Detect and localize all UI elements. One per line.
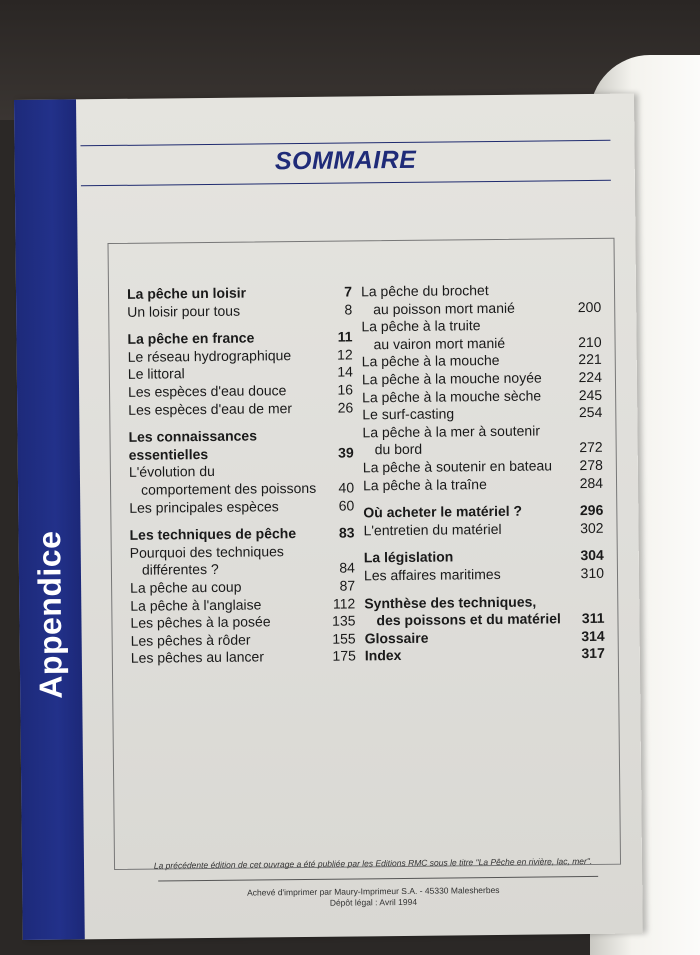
toc-entry-title: au vairon mort manié: [373, 334, 506, 353]
toc-entry: [364, 565, 604, 585]
toc-entry-page: 272: [579, 439, 603, 456]
toc-entry-page: 40: [338, 479, 355, 496]
toc-entry-title: Un loisir pour tous: [127, 302, 241, 320]
edition-note: La précédente édition de cet ouvrage a été publiée par les Editions RMC sous le titre "La Pêche en rivière, lac, mer".: [153, 855, 593, 871]
toc-entry: [127, 301, 352, 321]
toc-entry-title: des poissons et du matériel: [376, 610, 561, 629]
toc-entry-title: La pêche à la mer à soutenir: [362, 422, 541, 441]
toc-entry-title: Les principales espèces: [129, 497, 279, 516]
toc-entry-page: 87: [339, 577, 356, 594]
toc-entry-title: Les pêches à la posée: [130, 613, 271, 631]
toc-entry: [131, 648, 356, 668]
toc-column-right: [361, 281, 605, 665]
toc-entry-page: 60: [338, 496, 355, 514]
toc-entry-page: 278: [579, 456, 603, 474]
toc-entry-title: L'entretien du matériel: [363, 520, 502, 539]
toc-entry-title: La pêche un loisir: [126, 284, 247, 302]
toc-entry-title: différentes ?: [141, 561, 219, 578]
toc-entry-page: 39: [338, 444, 354, 461]
toc-entry-title: Les espèces d'eau douce: [127, 382, 287, 400]
toc-entry-title: Les affaires maritimes: [363, 565, 501, 584]
toc-entry-title: La pêche du brochet: [360, 282, 489, 300]
toc-entry-title: Les espèces d'eau de mer: [128, 399, 293, 418]
toc-entry-title: Pourquoi des techniques: [129, 542, 284, 561]
toc-entry-title: Les connaissances: [128, 427, 258, 445]
page-title: SOMMAIRE: [274, 145, 417, 176]
imprint-printer: Achevé d'imprimer par Maury-Imprimeur S.A. - 45330 Malesherbes: [247, 884, 500, 898]
footer-rule: [158, 876, 598, 882]
toc-entry-page: 16: [337, 381, 354, 398]
toc-entry-page: 210: [578, 333, 602, 350]
toc-entry-title: Le réseau hydrographique: [127, 346, 292, 365]
toc-entry-title: Le littoral: [127, 365, 185, 383]
book-page: [14, 94, 643, 940]
toc-entry-title: La pêche à la mouche noyée: [361, 369, 542, 388]
spine-title: Appendice: [31, 530, 69, 699]
toc-entry-title: Les pêches à rôder: [130, 631, 251, 649]
toc-entry-title: La pêche à soutenir en bateau: [362, 457, 553, 476]
spine-band: [14, 99, 85, 940]
toc-entry-page: 254: [578, 404, 603, 421]
toc-entry-title: La législation: [363, 548, 454, 566]
toc-entry-page: 84: [339, 559, 356, 576]
toc-entry-page: 224: [578, 368, 603, 386]
toc-entry-title: La pêche à la mouche sèche: [362, 387, 542, 405]
toc-entry-page: 155: [332, 630, 356, 647]
toc-entry-page: 314: [581, 627, 605, 644]
toc-entry-page: 8: [344, 301, 353, 318]
toc-entry-title: La pêche à la truite: [361, 317, 481, 335]
toc-entry: [363, 520, 603, 540]
toc-entry-page: 26: [337, 399, 354, 416]
toc-entry: [363, 474, 603, 494]
toc-entry-title: La pêche à la traîne: [362, 475, 487, 493]
toc-entry-title: La pêche au coup: [130, 578, 242, 596]
title-rule-bottom: [81, 180, 611, 187]
toc-entry-title: La pêche à la mouche: [361, 352, 500, 370]
imprint-legal-deposit: Dépôt légal : Avril 1994: [329, 896, 418, 908]
toc-entry-page: 245: [578, 386, 603, 403]
toc-entry-title: Où acheter le matériel ?: [363, 502, 523, 521]
toc-entry: [129, 497, 354, 517]
toc-entry-page: 317: [581, 645, 605, 662]
toc-entry-page: 175: [332, 647, 356, 664]
toc-entry-page: 304: [580, 547, 604, 564]
toc-entry-page: 83: [338, 524, 355, 541]
toc-entry-page: 221: [578, 351, 602, 368]
toc-entry-page: 7: [344, 283, 353, 300]
toc-entry: [128, 399, 353, 419]
toc-entry-page: 310: [580, 564, 605, 581]
toc-entry-page: 311: [581, 609, 605, 627]
toc-entry-title: La pêche à l'anglaise: [130, 595, 262, 614]
toc-entry-title: essentielles: [128, 445, 209, 463]
toc-entry-title: Glossaire: [364, 629, 429, 647]
toc-entry-title: Les techniques de pêche: [129, 525, 297, 543]
imprint: [118, 884, 628, 911]
toc-entry-page: 200: [577, 298, 602, 315]
toc-entry-page: 296: [579, 501, 604, 519]
toc-entry-title: La pêche en france: [127, 329, 255, 348]
toc-entry: [365, 645, 605, 665]
toc-entry-page: 135: [332, 612, 356, 629]
toc-entry-title: Le surf-casting: [362, 405, 455, 423]
toc-column-left: [127, 283, 356, 667]
toc-entry-page: 14: [337, 363, 353, 381]
toc-entry-title: Synthèse des techniques,: [364, 593, 537, 611]
toc-entry-page: 12: [337, 346, 353, 363]
toc-entry-page: 112: [332, 594, 356, 612]
toc-entry-page: 11: [337, 328, 353, 345]
toc-entry-page: 284: [579, 474, 604, 491]
toc-entry-page: 302: [580, 519, 604, 536]
toc-entry-title: au poisson mort manié: [373, 299, 515, 317]
toc-entry-title: du bord: [374, 441, 423, 458]
toc-entry-title: Les pêches au lancer: [130, 648, 265, 667]
toc-entry-title: Index: [364, 647, 402, 664]
table-of-contents: [108, 238, 622, 870]
toc-entry-title: L'évolution du: [128, 463, 215, 481]
toc-entry-title: comportement des poissons: [141, 479, 317, 498]
